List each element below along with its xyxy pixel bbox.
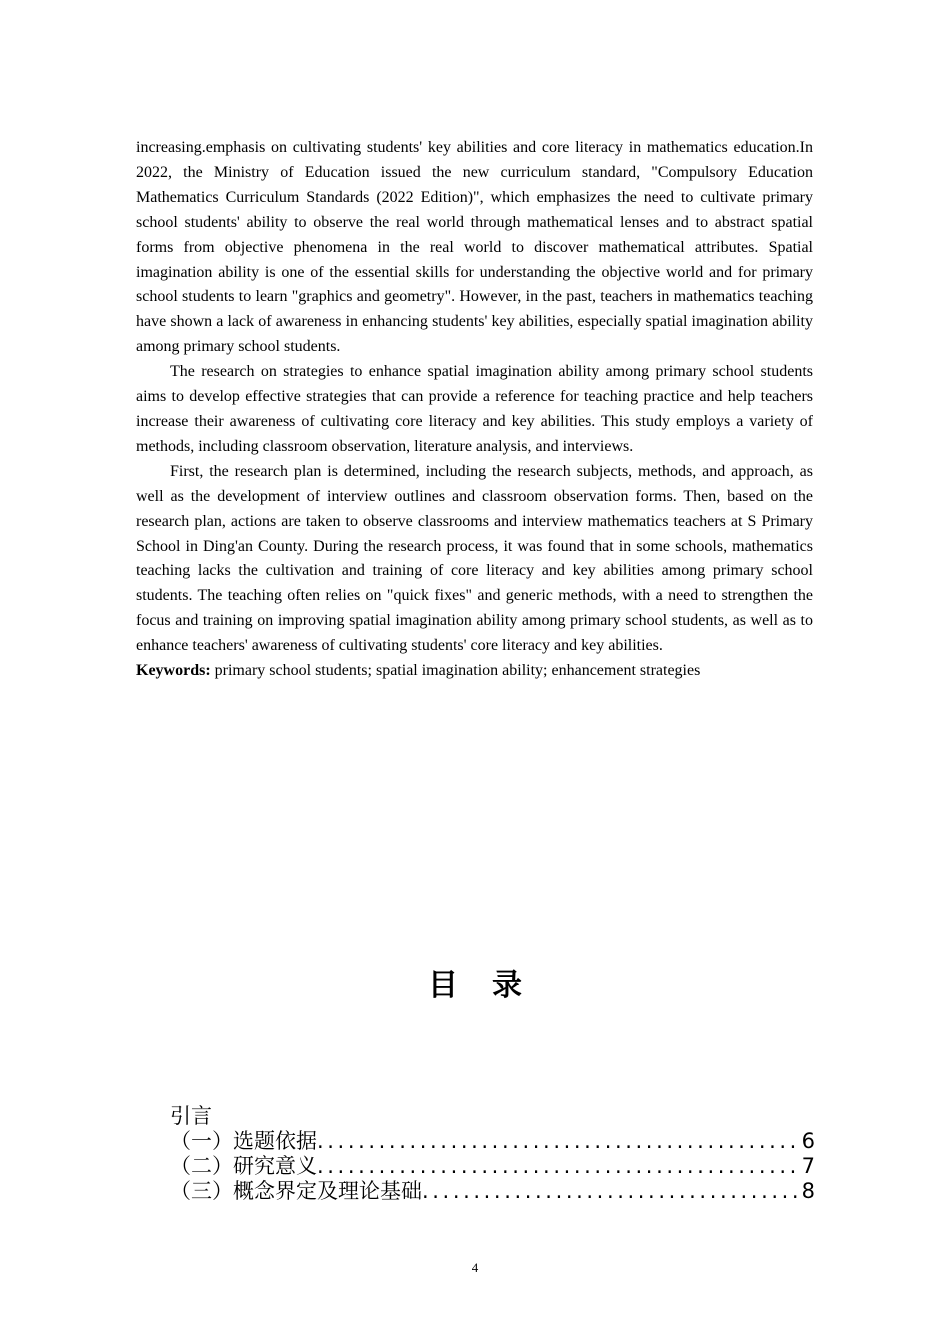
toc-leader-dots: [422, 1179, 802, 1204]
toc-entry[interactable]: [170, 1179, 815, 1204]
abstract-body: [136, 136, 813, 684]
toc-entry-label: （一）选题依据: [170, 1129, 317, 1153]
toc-entry-label: （二）研究意义: [170, 1154, 317, 1178]
toc-entry-page: 8: [801, 1179, 815, 1203]
toc-entry-label: （三）概念界定及理论基础: [170, 1179, 422, 1203]
abstract-paragraph: First, the research plan is determined, including the research subjects, methods, and approach, as well as the development of interview outlines and classroom observation forms. Then, based on the research plan, actions are taken to observe classrooms and interview mathematics teachers at S Primary School in Ding'an County. During the research process, it was found that in some schools, mathematics teaching lacks the cultivation and training of core literacy and key abilities among primary school students. The teaching often relies on "quick fixes" and generic methods, with a need to strengthen the focus and training on improving spatial imagination ability among primary school students, as well as to enhance teachers' awareness of cultivating students' core literacy and key abilities.: [136, 462, 813, 655]
keywords-label: Keywords:: [136, 662, 211, 680]
toc-leader-dots: [317, 1129, 802, 1154]
table-of-contents: [170, 1104, 815, 1204]
toc-entry-page: 7: [801, 1154, 815, 1178]
page-number: 4: [471, 1260, 479, 1275]
abstract-paragraph: The research on strategies to enhance spatial imagination ability among primary school students aims to develop effective strategies that can provide a reference for teaching practice and help teachers increase their awareness of cultivating core literacy and key abilities. This study employs a variety of methods, including classroom observation, literature analysis, and interviews.: [136, 363, 813, 455]
abstract-paragraph: increasing.emphasis on cultivating students' key abilities and core literacy in mathematics education.In 2022, the Ministry of Education issued the new curriculum standard, "Compulsory Education Mathematics Curriculum Standards (2022 Edition)", which emphasizes the need to cultivate primary school students' ability to observe the real world through mathematical lenses and to abstract spatial forms from objective phenomena in the real world to discover mathematical attributes. Spatial imagination ability is one of the essential skills for understanding the objective world and for primary school students to learn "graphics and geometry". However, in the past, teachers in mathematics teaching have shown a lack of awareness in enhancing students' key abilities, especially spatial imagination ability among primary school students.: [136, 139, 813, 356]
toc-entry-page: 6: [801, 1129, 815, 1153]
toc-leader-dots: [317, 1154, 802, 1179]
toc-entry[interactable]: [170, 1129, 815, 1154]
toc-entry[interactable]: [170, 1154, 815, 1179]
toc-title: 目录: [428, 968, 556, 1003]
keywords-text: primary school students; spatial imagination ability; enhancement strategies: [214, 662, 701, 680]
toc-heading: 引言: [170, 1104, 212, 1128]
keywords-line: [136, 659, 813, 684]
